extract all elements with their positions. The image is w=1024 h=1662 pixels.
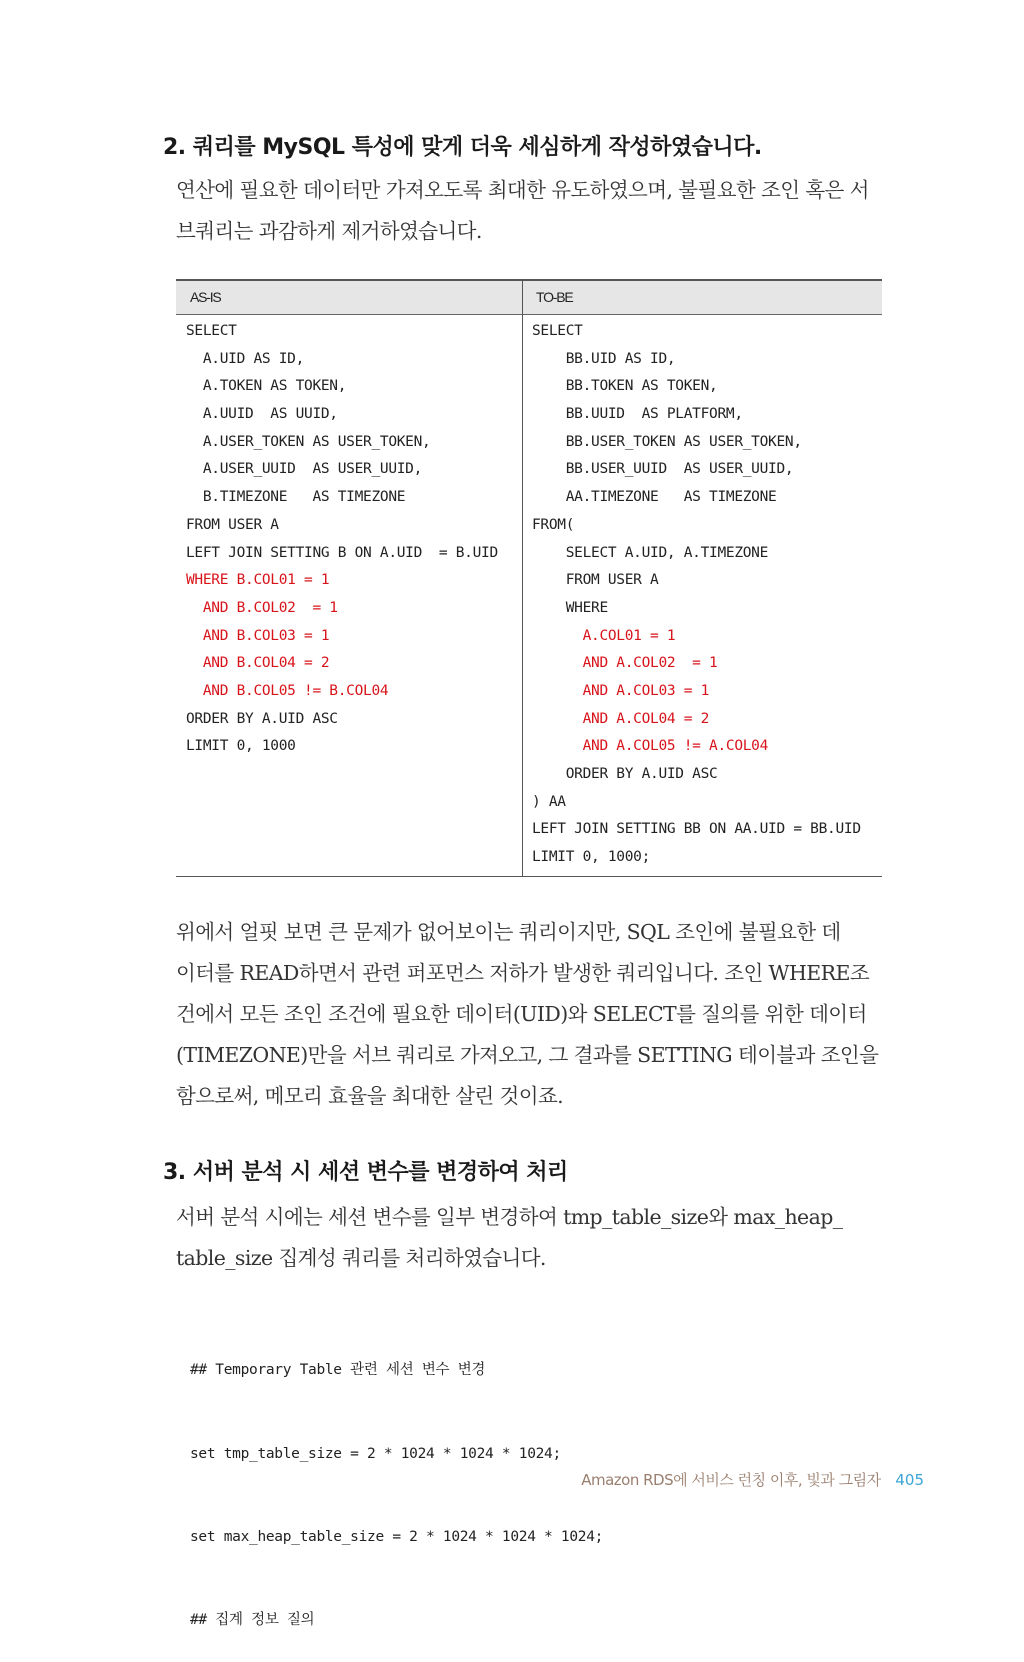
- page-footer: [581, 1469, 924, 1490]
- code-line: AND A.COL02 = 1: [532, 655, 718, 672]
- code-line: AND B.COL03 = 1: [186, 627, 330, 644]
- section-2-heading: 2. 쿼리를 MySQL 특성에 맞게 더욱 세심하게 작성하였습니다.: [163, 135, 762, 160]
- code-line: BB.USER_TOKEN AS USER_TOKEN,: [532, 433, 802, 450]
- code-line: A.TOKEN AS TOKEN,: [186, 378, 347, 395]
- code-line: BB.TOKEN AS TOKEN,: [532, 378, 718, 395]
- code-line: LIMIT 0, 1000;: [532, 849, 651, 866]
- code-line: LEFT JOIN SETTING BB ON AA.UID = BB.UID: [532, 821, 861, 838]
- code-line: ## Temporary Table 관련 세션 변수 변경: [190, 1362, 486, 1379]
- explanation-line: (TIMEZONE)만을 서브 쿼리로 가져오고, 그 결과를 SETTING 테이블과 조인을: [176, 1043, 879, 1067]
- section-3-intro: [176, 1197, 884, 1279]
- code-line: A.USER_TOKEN AS USER_TOKEN,: [186, 433, 431, 450]
- code-line: ) AA: [532, 793, 566, 810]
- code-line: SELECT A.UID, A.TIMEZONE: [532, 544, 769, 561]
- intro-line: table_size 집계성 쿼리를 처리하였습니다.: [176, 1246, 546, 1270]
- as-is-header: AS-IS: [190, 289, 221, 305]
- explanation-line: 이터를 READ하면서 관련 퍼포먼스 저하가 발생한 쿼리입니다. 조인 WHERE조: [176, 961, 870, 985]
- code-line: AND B.COL05 != B.COL04: [186, 682, 389, 699]
- code-line: set tmp_table_size = 2 * 1024 * 1024 * 1024;: [190, 1445, 561, 1462]
- session-variable-code: [190, 1302, 603, 1662]
- to-be-header: TO-BE: [536, 289, 573, 305]
- explanation-paragraph: [176, 912, 884, 1117]
- code-line: set max_heap_table_size = 2 * 1024 * 1024 * 1024;: [190, 1528, 604, 1545]
- code-line: FROM USER A: [532, 572, 659, 589]
- code-line: LEFT JOIN SETTING B ON A.UID = B.UID: [186, 544, 498, 561]
- column-divider: [522, 281, 523, 876]
- to-be-query-code: [532, 318, 861, 872]
- explanation-line: 위에서 얼핏 보면 큰 문제가 없어보이는 쿼리이지만, SQL 조인에 불필요한 데: [176, 920, 841, 944]
- code-line: FROM(: [532, 516, 575, 533]
- comparison-header-row: [176, 281, 882, 315]
- intro-line: 서버 분석 시에는 세션 변수를 일부 변경하여 tmp_table_size와 max_heap_: [176, 1205, 843, 1229]
- code-line: A.USER_UUID AS USER_UUID,: [186, 461, 423, 478]
- code-line: LIMIT 0, 1000: [186, 738, 296, 755]
- code-line: SELECT: [532, 323, 583, 339]
- code-line: A.COL01 = 1: [532, 627, 676, 644]
- code-line: ## 집계 정보 질의: [190, 1611, 315, 1628]
- intro-line: 연산에 필요한 데이터만 가져오도록 최대한 유도하였으며, 불필요한 조인 혹은 서: [176, 178, 869, 202]
- code-line: BB.UUID AS PLATFORM,: [532, 406, 743, 423]
- code-line: ORDER BY A.UID ASC: [186, 710, 338, 727]
- running-title: Amazon RDS에 서비스 런칭 이후, 빛과 그림자: [581, 1471, 881, 1489]
- code-line: AND A.COL05 != A.COL04: [532, 738, 769, 755]
- as-is-query-code: [186, 318, 498, 761]
- code-line: AND A.COL03 = 1: [532, 682, 710, 699]
- explanation-line: 건에서 모든 조인 조건에 필요한 데이터(UID)와 SELECT를 질의를 위한 데이터: [176, 1002, 867, 1026]
- section-3-heading: 3. 서버 분석 시 세션 변수를 변경하여 처리: [163, 1160, 568, 1185]
- code-line: SELECT: [186, 323, 237, 339]
- code-line: BB.UID AS ID,: [532, 350, 676, 367]
- intro-line: 브쿼리는 과감하게 제거하였습니다.: [176, 219, 482, 243]
- code-line: AND B.COL02 = 1: [186, 599, 338, 616]
- code-line: A.UUID AS UUID,: [186, 406, 338, 423]
- page-number: 405: [895, 1471, 924, 1489]
- code-line: FROM USER A: [186, 516, 279, 533]
- code-line: AND A.COL04 = 2: [532, 710, 710, 727]
- code-line: A.UID AS ID,: [186, 350, 305, 367]
- code-line: AA.TIMEZONE AS TIMEZONE: [532, 489, 777, 506]
- code-line: ORDER BY A.UID ASC: [532, 766, 718, 782]
- section-2-intro: [176, 170, 884, 252]
- code-line: WHERE B.COL01 = 1: [186, 572, 330, 589]
- query-comparison-table: [176, 279, 882, 877]
- code-line: B.TIMEZONE AS TIMEZONE: [186, 489, 406, 506]
- code-line: AND B.COL04 = 2: [186, 655, 330, 672]
- code-line: BB.USER_UUID AS USER_UUID,: [532, 461, 794, 478]
- explanation-line: 함으로써, 메모리 효율을 최대한 살린 것이죠.: [176, 1084, 564, 1108]
- code-line: WHERE: [532, 599, 608, 616]
